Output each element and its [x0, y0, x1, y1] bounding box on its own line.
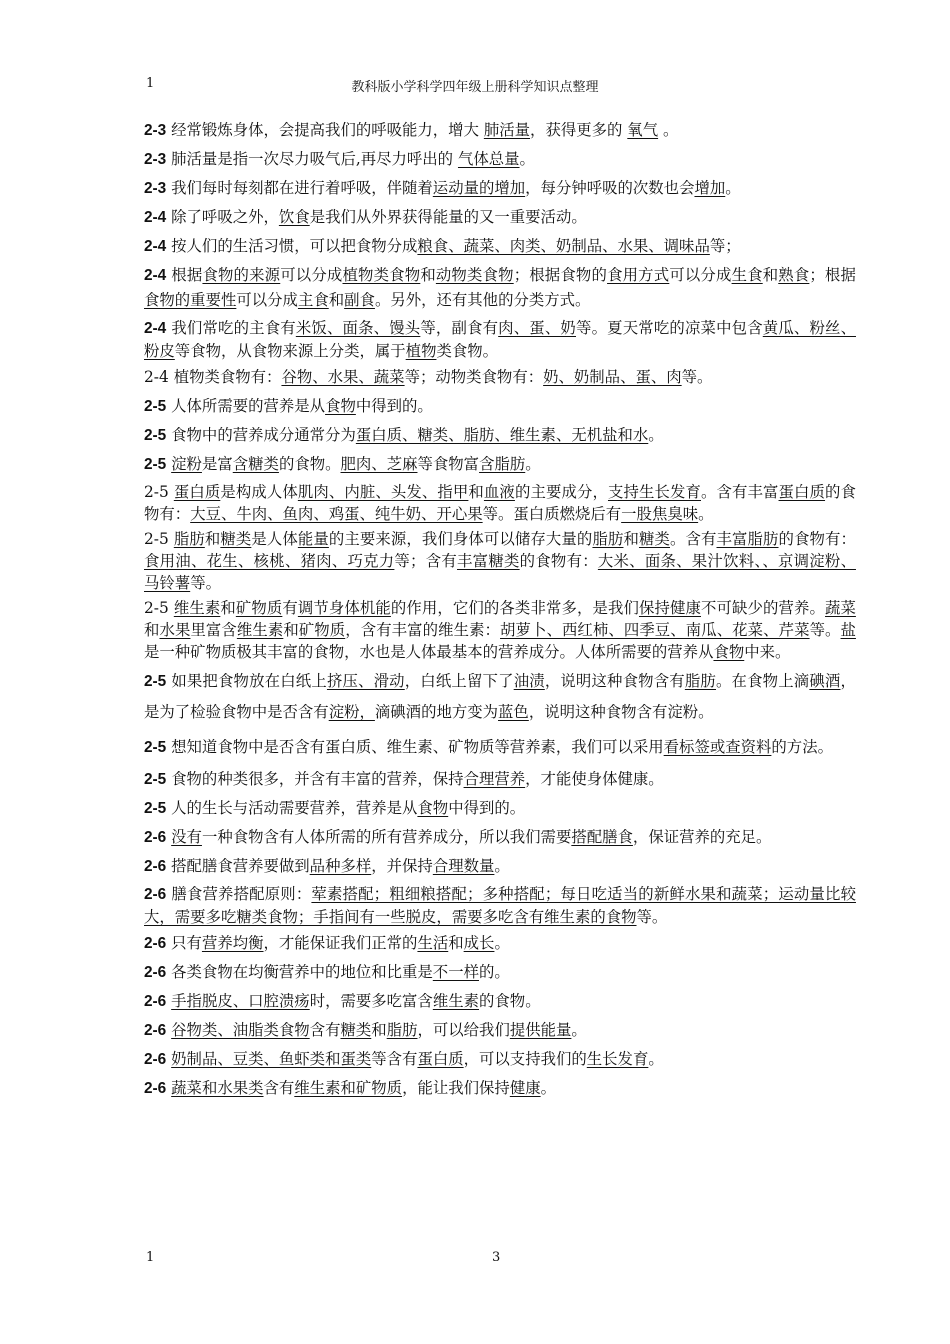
text-segment: 和: [144, 621, 160, 639]
text-segment: ，说明这种食物含有淀粉。: [528, 703, 714, 721]
key-term: 肥肉、芝麻: [340, 455, 418, 473]
text-segment: 只有: [166, 934, 202, 952]
page-footer-number-left: 1: [146, 1250, 155, 1265]
key-term: 糖类: [220, 530, 252, 548]
key-term: 碘酒: [809, 672, 841, 690]
key-term: 品种多样: [309, 857, 372, 875]
text-segment: 等含有: [371, 1050, 418, 1068]
note-paragraph: [144, 1018, 856, 1043]
lesson-code: 2-3: [144, 180, 167, 197]
text-segment: 是富: [201, 455, 233, 473]
note-paragraph: [144, 176, 856, 201]
lesson-code: 2-6: [144, 935, 167, 952]
text-segment: 是构成人体: [220, 483, 298, 501]
text-segment: 想知道食物中是否含有蛋白质、维生素、矿物质等营养素，我们可以采用: [166, 738, 664, 756]
key-term: 提供能量: [509, 1021, 572, 1039]
text-segment: ，可以给我们: [417, 1021, 510, 1039]
text-segment: 可以分成: [236, 291, 298, 309]
key-term: 矿物质: [235, 599, 283, 617]
text-segment: 时，需要多吃富含: [309, 992, 433, 1010]
key-term: 生食: [731, 266, 763, 284]
lesson-code: 2-6: [144, 829, 167, 846]
key-term: 没有: [171, 828, 202, 846]
key-term: 维生素: [236, 621, 284, 639]
note-paragraph: [144, 234, 856, 259]
note-paragraph: [144, 205, 856, 230]
key-term: 植物: [405, 342, 437, 360]
key-term: 生活: [417, 934, 449, 952]
key-term: 营养均衡: [201, 934, 264, 952]
key-term: 脂肪: [173, 530, 205, 548]
key-term: 油渍: [513, 672, 545, 690]
text-segment: 和: [468, 483, 484, 501]
text-segment: 等；: [709, 237, 741, 255]
key-term: 合理营养: [463, 770, 526, 788]
text-segment: 里富含: [190, 621, 237, 639]
lesson-code: 2-5: [144, 530, 169, 548]
text-segment: 食物中的营养成分通常分为: [166, 426, 356, 444]
text-segment: 肺活量是指一次尽力吸气后,再尽力呼出的: [166, 150, 458, 168]
key-term: 蛋白质: [173, 483, 221, 501]
key-term: 不一样: [432, 963, 479, 981]
lesson-code: 2-4: [144, 209, 167, 226]
key-term: 大豆、牛肉、鱼肉、鸡蛋、纯牛奶、开心果: [190, 505, 483, 523]
text-segment: 的食物有：: [778, 530, 856, 548]
key-term: 气体总量: [457, 150, 520, 168]
key-term: 植物类食物: [342, 266, 421, 284]
text-segment: 等食物，从食物来源上分类，属于: [174, 342, 406, 360]
key-term: 谷物类、油脂类食物: [171, 1021, 310, 1039]
key-term: 一股焦臭味: [621, 505, 699, 523]
lesson-code: 2-5: [144, 771, 167, 788]
key-term: 糖类: [340, 1021, 372, 1039]
text-segment: 。: [648, 1050, 664, 1068]
text-segment: ，才能保证我们正常的: [263, 934, 418, 952]
text-segment: 我们每时每刻都在进行着呼吸，伴随着: [166, 179, 433, 197]
key-term: 奶、奶制品、蛋、肉: [543, 368, 682, 386]
text-segment: 是我们从外界获得能量的又一重要活动。: [309, 208, 587, 226]
text-segment: 等。: [190, 574, 221, 592]
key-term: 食物的来源: [202, 266, 281, 284]
text-segment: 人的生长与活动需要营养，营养是从: [166, 799, 418, 817]
note-paragraph: [144, 1047, 856, 1072]
key-term: 蛋白质、糖类、脂肪、维生素、无机盐和水: [355, 426, 649, 444]
note-paragraph: [144, 825, 856, 850]
text-segment: 的食物有：: [144, 483, 856, 523]
text-segment: ，说明这种食物含有: [544, 672, 685, 690]
document-body: [144, 118, 856, 1105]
text-segment: 有: [282, 599, 298, 617]
text-segment: 如果把食物放在白纸上: [166, 672, 327, 690]
text-segment: 除了呼吸之外，: [166, 208, 279, 226]
lesson-code: 2-4: [144, 320, 167, 337]
key-term: 看标签或查资料: [663, 738, 772, 756]
lesson-code: 2-4: [144, 267, 167, 284]
text-segment: 中得到的。: [448, 799, 526, 817]
text-segment: ，含有丰富的维生素：: [345, 621, 501, 639]
text-segment: 。含有丰富: [701, 483, 779, 501]
text-segment: 和: [371, 1021, 387, 1039]
lesson-code: 2-4: [144, 368, 169, 386]
key-term: 食用方式: [607, 266, 670, 284]
lesson-code: 2-5: [144, 739, 167, 756]
text-segment: ，每分钟呼吸的次数也会: [525, 179, 695, 197]
text-segment: 人体所需要的营养是从: [166, 397, 326, 415]
lesson-code: 2-5: [144, 599, 169, 617]
text-segment: ，并保持: [371, 857, 433, 875]
key-term: 维生素: [173, 599, 221, 617]
key-term: 食物: [325, 397, 356, 415]
page-header-title: 教科版小学科学四年级上册科学知识点整理: [351, 80, 599, 95]
note-paragraph: [144, 597, 856, 663]
lesson-code: 2-6: [144, 964, 167, 981]
note-paragraph: [144, 989, 856, 1014]
note-paragraph: [144, 666, 856, 728]
key-term: 血液: [483, 483, 515, 501]
text-segment: 的食物有：: [519, 552, 598, 570]
text-segment: 等。夏天常吃的凉菜中包含: [576, 319, 763, 337]
note-paragraph: [144, 796, 856, 821]
text-segment: ，是为了检验食物中是否含有: [144, 672, 856, 721]
key-term: 肌肉、内脏、头发、指甲: [297, 483, 469, 501]
lesson-code: 2-5: [144, 398, 167, 415]
key-term: 淀粉，: [328, 703, 375, 721]
text-segment: ，可以支持我们的: [463, 1050, 587, 1068]
text-segment: 等，副食有: [420, 319, 499, 337]
text-segment: 滴碘酒的地方变为: [374, 703, 499, 721]
text-segment: 可以分成: [280, 266, 343, 284]
text-segment: 和: [283, 621, 299, 639]
text-segment: 经常锻炼身体，会提高我们的呼吸能力，增大: [166, 121, 484, 139]
note-paragraph: [144, 263, 856, 313]
text-segment: 含有: [309, 1021, 341, 1039]
lesson-code: 2-6: [144, 1022, 167, 1039]
key-term: 运动量的增加: [432, 179, 526, 197]
text-segment: 植物类食物有：: [168, 368, 282, 386]
text-segment: 根据: [166, 266, 203, 284]
key-term: 肉、蛋、奶: [498, 319, 576, 337]
note-paragraph: [144, 528, 856, 594]
text-segment: ，能让我们保持: [402, 1079, 510, 1097]
key-term: 能量: [297, 530, 329, 548]
key-term: 副食: [344, 291, 375, 309]
lesson-code: 2-4: [144, 238, 167, 255]
page-header-number: 1: [146, 76, 155, 91]
note-paragraph: [144, 317, 856, 362]
note-paragraph: [144, 854, 856, 879]
text-segment: 。: [648, 426, 664, 444]
key-term: 健康: [509, 1079, 541, 1097]
key-term: 蔬菜和水果类: [171, 1079, 264, 1097]
key-term: 荤素搭配；粗细粮搭配；多种搭配；每日吃适当的新鲜水果和蔬菜；运动量比较大，需要多吃糖类食物；手指间有一些脱皮，需要多吃含有维生素的食物: [144, 885, 856, 926]
text-segment: 可以分成: [669, 266, 732, 284]
key-term: 成长: [463, 934, 495, 952]
note-paragraph: [144, 931, 856, 956]
text-segment: 等。: [809, 621, 841, 639]
note-paragraph: [144, 960, 856, 985]
text-segment: 不可缺少的营养。: [700, 599, 826, 617]
key-term: 增加: [694, 179, 726, 197]
text-segment: 等。: [636, 908, 668, 926]
text-segment: 和: [762, 266, 779, 284]
key-term: 含糖类: [232, 455, 279, 473]
key-term: 奶制品、豆类、鱼虾类和蛋类: [171, 1050, 372, 1068]
text-segment: 和: [204, 530, 221, 548]
key-term: 氧气: [627, 121, 659, 139]
lesson-code: 2-3: [144, 151, 167, 168]
lesson-code: 2-6: [144, 1051, 167, 1068]
text-segment: 类食物。: [436, 342, 499, 360]
key-term: 搭配膳食: [571, 828, 633, 846]
text-segment: 。在食物上滴: [716, 672, 810, 690]
key-term: 粮食、蔬菜、肉类、奶制品、水果、调味品: [417, 237, 710, 255]
text-segment: 等；含有: [394, 552, 458, 570]
key-term: 食物: [713, 643, 745, 661]
text-segment: 我们常吃的主食有: [166, 319, 296, 337]
text-segment: 含有: [263, 1079, 295, 1097]
key-term: 大米、面条、果汁饮料、、京调淀粉、马铃薯: [144, 552, 856, 592]
text-segment: 的作用，它们的各类非常多，是我们: [390, 599, 639, 617]
lesson-code: 2-5: [144, 456, 167, 473]
key-term: 米饭、面条、馒头: [295, 319, 421, 337]
key-term: 维生素: [432, 992, 480, 1010]
page-footer-page-number: 3: [492, 1250, 501, 1265]
text-segment: 。: [540, 1079, 557, 1097]
key-term: 水果: [159, 621, 191, 639]
key-term: 淀粉: [171, 455, 202, 473]
key-term: 主食: [297, 291, 329, 309]
text-segment: 和: [220, 599, 236, 617]
text-segment: 。: [494, 934, 510, 952]
key-term: 食物的重要性: [144, 291, 237, 309]
key-term: 饮食: [278, 208, 310, 226]
text-segment: 。含有: [669, 530, 717, 548]
text-segment: 一种食物含有人体所需的所有营养成分，所以我们需要: [201, 828, 572, 846]
key-term: 脂肪: [684, 672, 716, 690]
text-segment: 。: [519, 150, 535, 168]
lesson-code: 2-3: [144, 122, 167, 139]
lesson-code: 2-6: [144, 1080, 167, 1097]
note-paragraph: [144, 767, 856, 792]
lesson-code: 2-5: [144, 483, 169, 501]
note-paragraph: [144, 147, 856, 172]
text-segment: 各类食物在均衡营养中的地位和比重是: [166, 963, 433, 981]
text-segment: 和: [420, 266, 436, 284]
key-term: 合理数量: [432, 857, 495, 875]
key-term: 矿物质: [298, 621, 346, 639]
note-paragraph: [144, 883, 856, 928]
text-segment: 。: [698, 505, 714, 523]
text-segment: 是一种矿物质极其丰富的食物，水也是人体最基本的营养成分。人体所需要的营养从: [144, 643, 714, 661]
text-segment: 是人体: [251, 530, 298, 548]
text-segment: 等。蛋白质燃烧后有: [482, 505, 622, 523]
key-term: 动物类食物: [435, 266, 514, 284]
lesson-code: 2-5: [144, 800, 167, 817]
lesson-code: 2-5: [144, 673, 167, 690]
text-segment: 和: [623, 530, 639, 548]
text-segment: 。: [525, 455, 541, 473]
key-term: 食物: [417, 799, 449, 817]
key-term: 谷物、水果、蔬菜: [281, 368, 405, 386]
text-segment: 等食物富: [417, 455, 480, 473]
lesson-code: 2-6: [144, 886, 167, 903]
text-segment: 按人们的生活习惯，可以把食物分成: [166, 237, 418, 255]
key-term: 蔬菜: [825, 599, 856, 617]
text-segment: 。: [658, 121, 679, 139]
note-paragraph: [144, 118, 856, 143]
key-term: 含脂肪: [479, 455, 526, 473]
note-paragraph: [144, 481, 856, 525]
text-segment: 的食物。: [479, 992, 541, 1010]
key-term: 胡萝卜、西红柿、四季豆、南瓜、花菜、芹菜: [500, 621, 810, 639]
key-term: 支持生长发育: [607, 483, 701, 501]
lesson-code: 2-6: [144, 858, 167, 875]
key-term: 维生素和矿物质: [294, 1079, 403, 1097]
text-segment: 等；动物类食物有：: [404, 368, 544, 386]
text-segment: 。: [725, 179, 741, 197]
note-paragraph: [144, 732, 856, 763]
text-segment: 的。: [478, 963, 510, 981]
text-segment: 的方法。: [771, 738, 833, 756]
key-term: 挤压、滑动: [326, 672, 405, 690]
key-term: 盐: [840, 621, 856, 639]
text-segment: 。: [494, 857, 510, 875]
key-term: 肺活量: [483, 121, 531, 139]
text-segment: 的主要成分，: [514, 483, 608, 501]
key-term: 手指脱皮、口腔溃疡: [171, 992, 310, 1010]
note-paragraph: [144, 452, 856, 477]
text-segment: 和: [328, 291, 345, 309]
note-paragraph: [144, 394, 856, 419]
text-segment: 。另外，还有其他的分类方式。: [374, 291, 591, 309]
lesson-code: 2-5: [144, 427, 167, 444]
key-term: 脂肪: [386, 1021, 418, 1039]
text-segment: 的主要来源，我们身体可以储存大量的: [328, 530, 593, 548]
key-term: 丰富糖类: [457, 552, 520, 570]
note-paragraph: [144, 423, 856, 448]
key-term: 生长发育: [586, 1050, 649, 1068]
key-term: 蛋白质: [778, 483, 826, 501]
text-segment: 和: [448, 934, 464, 952]
key-term: 蛋白质: [417, 1050, 464, 1068]
key-term: 调节身体机能: [297, 599, 391, 617]
text-segment: 中来。: [744, 643, 791, 661]
key-term: 脂肪: [592, 530, 624, 548]
text-segment: ，白纸上留下了: [404, 672, 514, 690]
note-paragraph: [144, 1076, 856, 1101]
text-segment: 中得到的。: [355, 397, 433, 415]
key-term: 保持健康: [638, 599, 701, 617]
note-paragraph: [144, 365, 856, 390]
text-segment: ；根据: [809, 266, 856, 284]
text-segment: ，获得更多的: [530, 121, 628, 139]
text-segment: ，保证营养的充足。: [632, 828, 772, 846]
text-segment: 等。: [681, 368, 713, 386]
key-term: 丰富脂肪: [716, 530, 779, 548]
text-segment: 。: [571, 1021, 587, 1039]
key-term: 黄瓜、粉丝、粉皮: [144, 319, 856, 360]
key-term: 糖类: [638, 530, 670, 548]
text-segment: ；根据食物的: [513, 266, 608, 284]
text-segment: ，才能使身体健康。: [525, 770, 664, 788]
text-segment: 食物的种类很多，并含有丰富的营养，保持: [166, 770, 464, 788]
text-segment: 膳食营养搭配原则：: [166, 885, 312, 903]
text-segment: 的食物。: [278, 455, 341, 473]
key-term: 蓝色: [498, 703, 529, 721]
key-term: 食用油、花生、核桃、猪肉、巧克力: [144, 552, 395, 570]
key-term: 熟食: [778, 266, 810, 284]
lesson-code: 2-6: [144, 993, 167, 1010]
text-segment: 搭配膳食营养要做到: [166, 857, 310, 875]
